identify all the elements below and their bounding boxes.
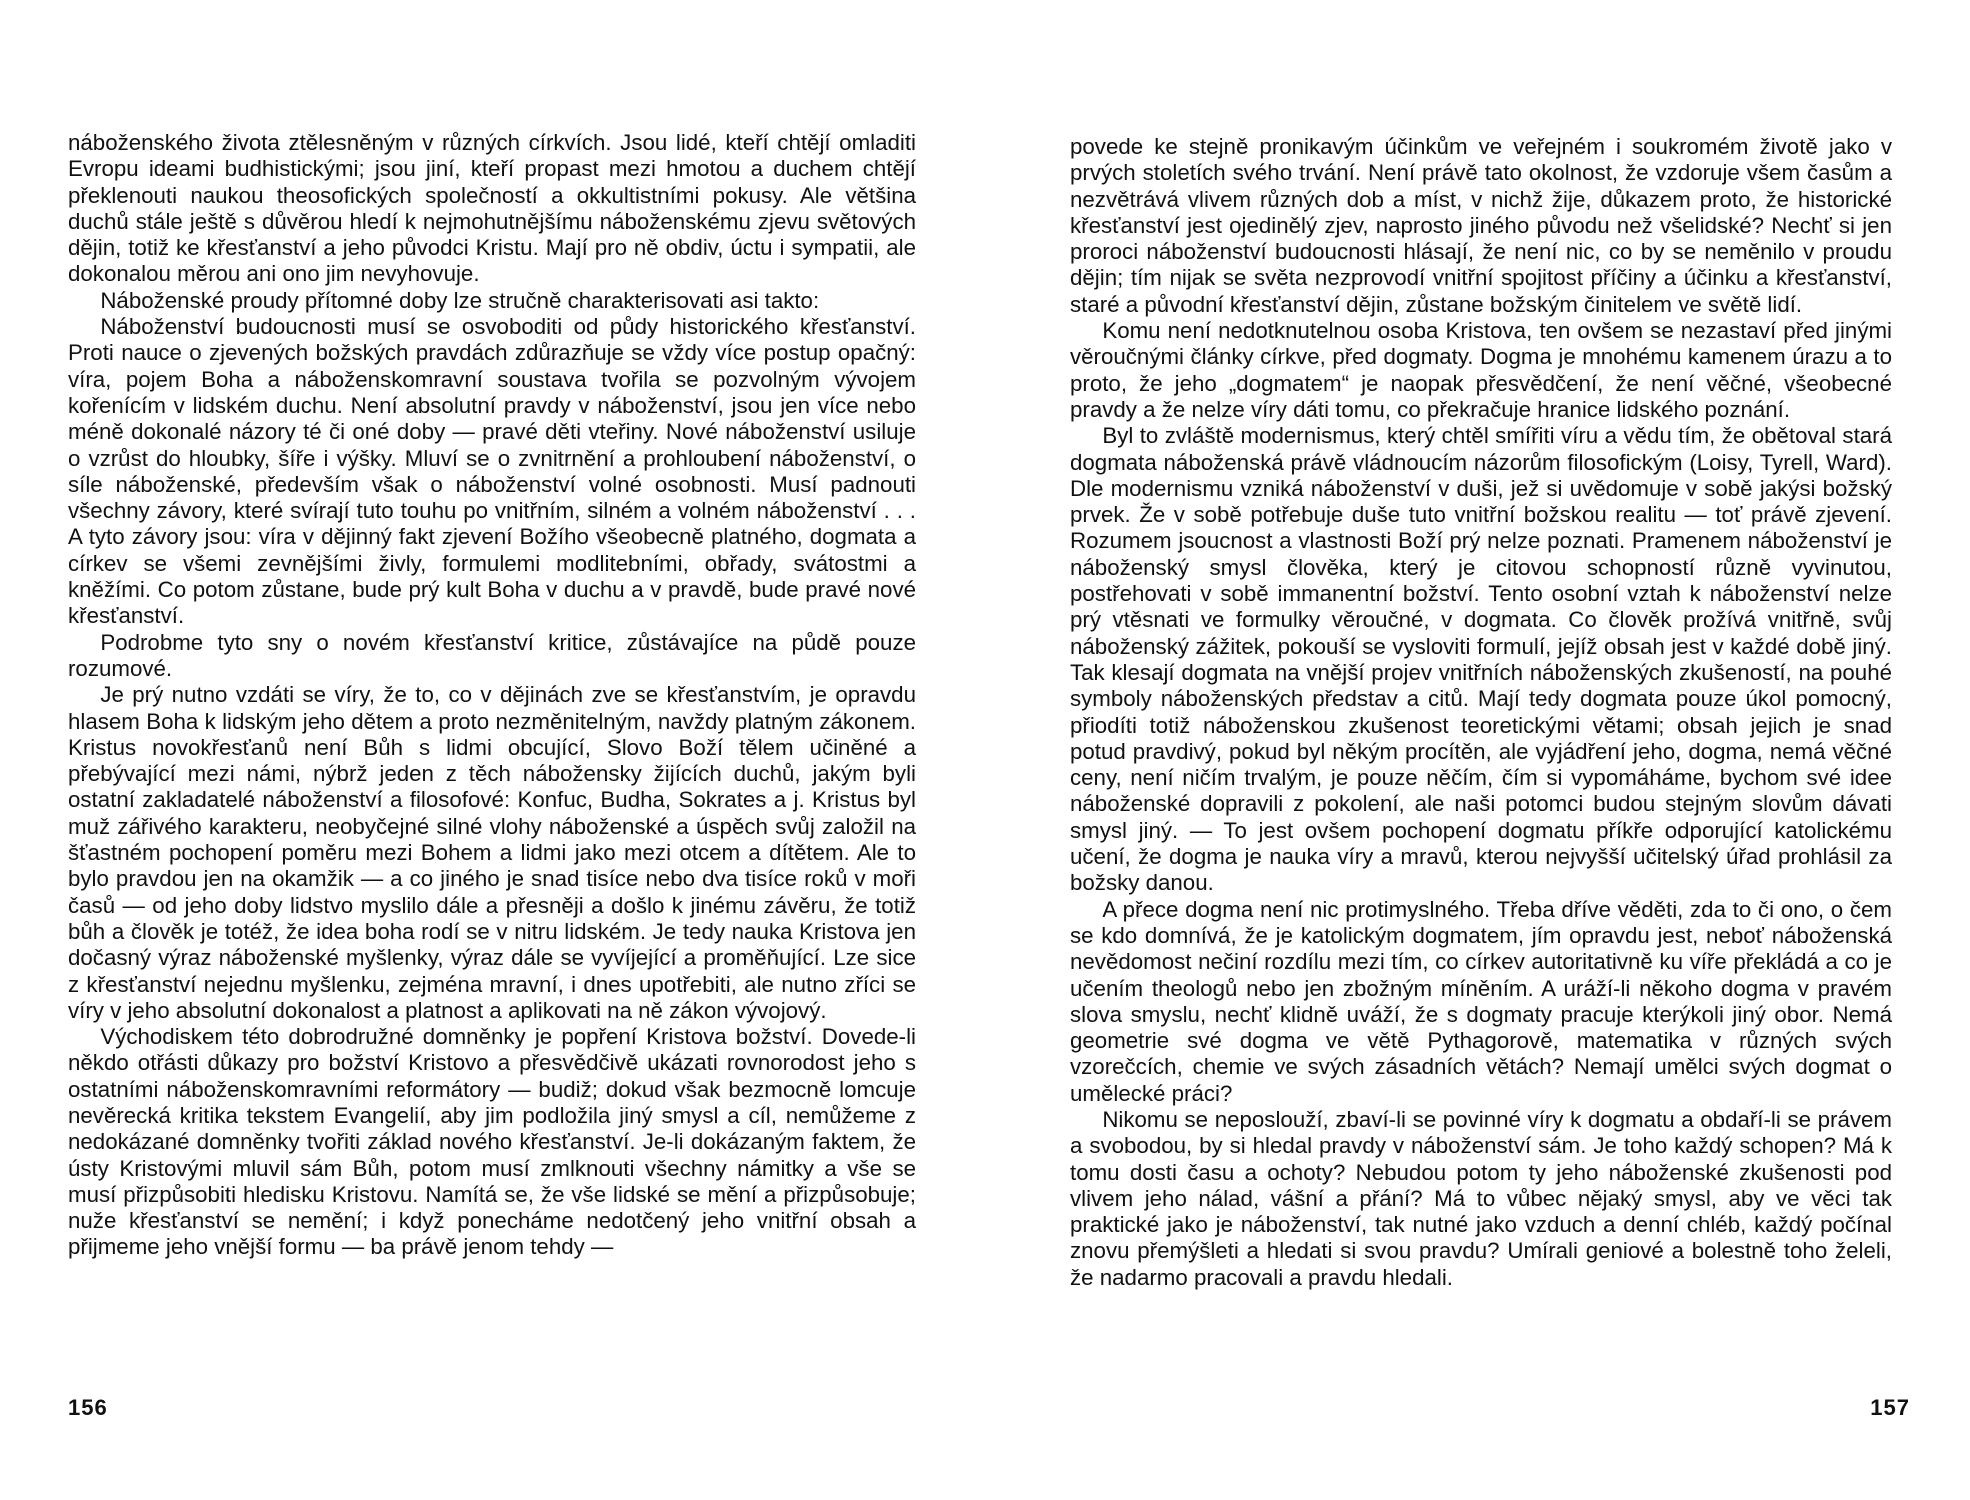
paragraph: povede ke stejně pronikavým účinkům ve veřejném i soukromém životě jako v prvých stoletích svého trvání. Není právě tato okolnost, že vzdoruje všem časům a nezvětrává vlivem různých dob a míst, v nichž žije, důkazem proto, že historické křesťanství jest ojedinělý zjev, naprosto jiného původu než všelidské? Nechť si jen proroci náboženství budoucnosti hlásají, že není nic, co by se neměnilo v proudu dějin; tím nijak se světa nezprovodí vnitřní spojitost příčiny a účinku a křesťanství, staré a původní křesťanství dějin, zůstane božským činitelem ve světě lidí.	[1070, 134, 1892, 317]
paragraph: Komu není nedotknutelnou osoba Kristova, ten ovšem se nezastaví před jinými věroučnými články církve, před dogmaty. Dogma je mnohému kamenem úrazu a to proto, že jeho „dogmatem“ je naopak přesvědčení, že není věčné, všeobecné pravdy a že nelze víry dáti tomu, co překračuje hranice lidského poznání.	[1070, 318, 1892, 422]
right-page	[985, 0, 1970, 1500]
paragraph: náboženského života ztělesněným v různých církvích. Jsou lidé, kteří chtějí omladiti Evropu ideami budhistickými; jsou jiní, kteří propast mezi hmotou a duchem chtějí překlenouti naukou theosofických společností a okkultistními pokusy. Ale většina duchů stále ještě s důvěrou hledí k nejmohutnějšímu náboženskému zjevu světových dějin, totiž ke křesťanství a jeho původci Kristu. Mají pro ně obdiv, úctu i sympatii, ale dokonalou měrou ani ono jim nevyhovuje.	[68, 130, 916, 287]
paragraph: Podrobme tyto sny o novém křesťanství kritice, zůstávajíce na půdě pouze rozumové.	[68, 629, 916, 681]
right-page-text	[1070, 134, 1892, 1291]
left-page-text	[68, 130, 916, 1261]
paragraph: Nikomu se neposlouží, zbaví-li se povinné víry k dogmatu a obdaří-li se právem a svobodou, by si hledal pravdy v náboženství sám. Je toho každý schopen? Má k tomu dosti času a ochoty? Nebudou potom ty jeho náboženské zkušenosti pod vlivem jeho nálad, vášní a přání? Má to vůbec nějaký smysl, aby ve věci tak praktické jako je náboženství, tak nutné jako vzduch a denní chléb, každý počínal znovu přemýšleti a hledati si svou pravdu? Umírali geniové a bolestně toho želeli, že nadarmo pracovali a pravdu hledali.	[1070, 1106, 1892, 1290]
paragraph: Východiskem této dobrodružné domněnky je popření Kristova božství. Dovede-li někdo otřásti důkazy pro božství Kristovo a přesvědčivě ukázati rovnorodost jeho s ostatními náboženskomravními reformátory — budiž; dokud však bezmocně lomcuje nevěrecká kritika tekstem Evangelií, aby jim podložila jiný smysl a cíl, nemůžeme z nedokázané domněnky tvořiti základ nového křesťanství. Je-li dokázaným faktem, že ústy Kristovými mluvil sám Bůh, potom musí zmlknouti všechny námitky a vše se musí přizpůsobiti hledisku Kristovu. Namítá se, že vše lidské se mění a přizpůsobuje; nuže křesťanství se nemění; i když ponecháme nedotčený jeho vnitřní obsah a přijmeme jeho vnější formu — ba právě jenom tehdy —	[68, 1024, 916, 1260]
paragraph: Náboženství budoucnosti musí se osvoboditi od půdy historického křesťanství. Proti nauce o zjevených božských pravdách zdůrazňuje se vždy více postup opačný: víra, pojem Boha a náboženskomravní soustava tvořila se pozvolným vývojem kořenícím v lidském duchu. Není absolutní pravdy v náboženství, jsou jen více nebo méně dokonalé názory té či oné doby — pravé děti vteřiny. Nové náboženství usiluje o vzrůst do hloubky, šíře i výšky. Mluví se o zvnitrnění a prohloubení náboženství, o síle náboženské, především však o náboženství volné osobnosti. Musí padnouti všechny závory, které svírají tuto touhu po vnitřním, silném a volném náboženství . . . A tyto závory jsou: víra v dějinný fakt zjevení Božího všeobecně platného, dogmata a církev se všemi zevnějšími živly, formulemi modlitebními, obřady, svátostmi a kněžími. Co potom zůstane, bude prý kult Boha v duchu a v pravdě, bude pravé nové křesťanství.	[68, 314, 916, 629]
paragraph: Byl to zvláště modernismus, který chtěl smířiti víru a vědu tím, že obětoval stará dogmata náboženská právě vládnoucím názorům filosofickým (Loisy, Tyrell, Ward). Dle modernismu vzniká náboženství v duši, jež si uvědomuje v sobě jakýsi božský prvek. Že v sobě potřebuje duše tuto vnitřní božskou realitu — toť právě zjevení. Rozumem jsoucnost a vlastnosti Boží prý nelze poznati. Pramenem náboženství je náboženský smysl člověka, který je citovou schopností různě vyvinutou, postřehovati v sobě immanentní božství. Tento osobní vztah k náboženství nelze prý vtěsnati ve formulky věroučné, v dogmata. Co člověk prožívá vnitřně, svůj náboženský zážitek, pokouší se vysloviti formulí, jejíž obsah jest v každé době jiný. Tak klesají dogmata na vnější projev vnitřních náboženských zkušeností, na pouhé symboly náboženských představ a citů. Mají tedy dogmata pouze úkol pomocný, přiodíti totiž náboženskou zkušenost teoretickými větami; obsah jejich je snad potud pravdivý, pokud byl někým procítěn, ale vyjádření jeho, dogma, nemá věčné ceny, není ničím trvalým, je pouze něčím, čím si vypomáháme, bychom své idee náboženské dopravili z pokolení, ale naši potomci budou stejným slovům dávati smysl jiný. — To jest ovšem pochopení dogmatu příkře odporující katolickému učení, že dogma je nauka víry a mravů, kterou nejvyšší učitelský úřad prohlásil za božsky danou.	[1070, 423, 1892, 896]
page-number: 157	[1870, 1395, 1910, 1420]
paragraph: Je prý nutno vzdáti se víry, že to, co v dějinách zve se křesťanstvím, je opravdu hlasem Boha k lidským jeho dětem a proto nezměnitelným, navždy platným zákonem. Kristus novokřesťanů není Bůh s lidmi obcující, Slovo Boží tělem učiněné a přebývající mezi námi, nýbrž jeden z těch nábožensky žijících duchů, jakým byli ostatní zakladatelé náboženství a filosofové: Konfuc, Budha, Sokrates a j. Kristus byl muž zářivého karakteru, neobyčejné silné vlohy náboženské a úspěch svůj založil na šťastném pochopení poměru mezi Bohem a lidmi jako mezi otcem a dítětem. Ale to bylo pravdou jen na okamžik — a co jiného je snad tisíce nebo dva tisíce roků v moři časů — od jeho doby lidstvo myslilo dále a přesněji a došlo k jinému závěru, že totiž bůh a člověk je totéž, že idea boha rodí se v nitru lidském. Je tedy nauka Kristova jen dočasný výraz náboženské myšlenky, výraz dále se vyvíjející a proměňující. Lze sice z křesťanství nejednu myšlenku, zejména mravní, i dnes upotřebiti, ale nutno zříci se víry v jeho absolutní dokonalost a platnost a aplikovati na ně zákon vývojový.	[68, 682, 916, 1023]
page-number: 156	[68, 1395, 108, 1420]
paragraph: Náboženské proudy přítomné doby lze stručně charakterisovati asi takto:	[100, 287, 820, 313]
paragraph: A přece dogma není nic protimyslného. Třeba dříve věděti, zda to či ono, o čem se kdo domnívá, že je katolickým dogmatem, jím opravdu jest, neboť náboženská nevědomost nečiní rozdílu mezi tím, co církev autoritativně ku víře překládá a co je učením theologů nebo jen zbožným míněním. A uráží-li někoho dogma v pravém slova smyslu, nechť klidně uváží, že s dogmaty pracuje kterýkoli jiný obor. Nemá geometrie své dogma ve větě Pythagorově, matematika v různých svých vzorečcích, chemie ve svých zásadních větách? Nemají umělci svých dogmat o umělecké práci?	[1070, 896, 1892, 1106]
